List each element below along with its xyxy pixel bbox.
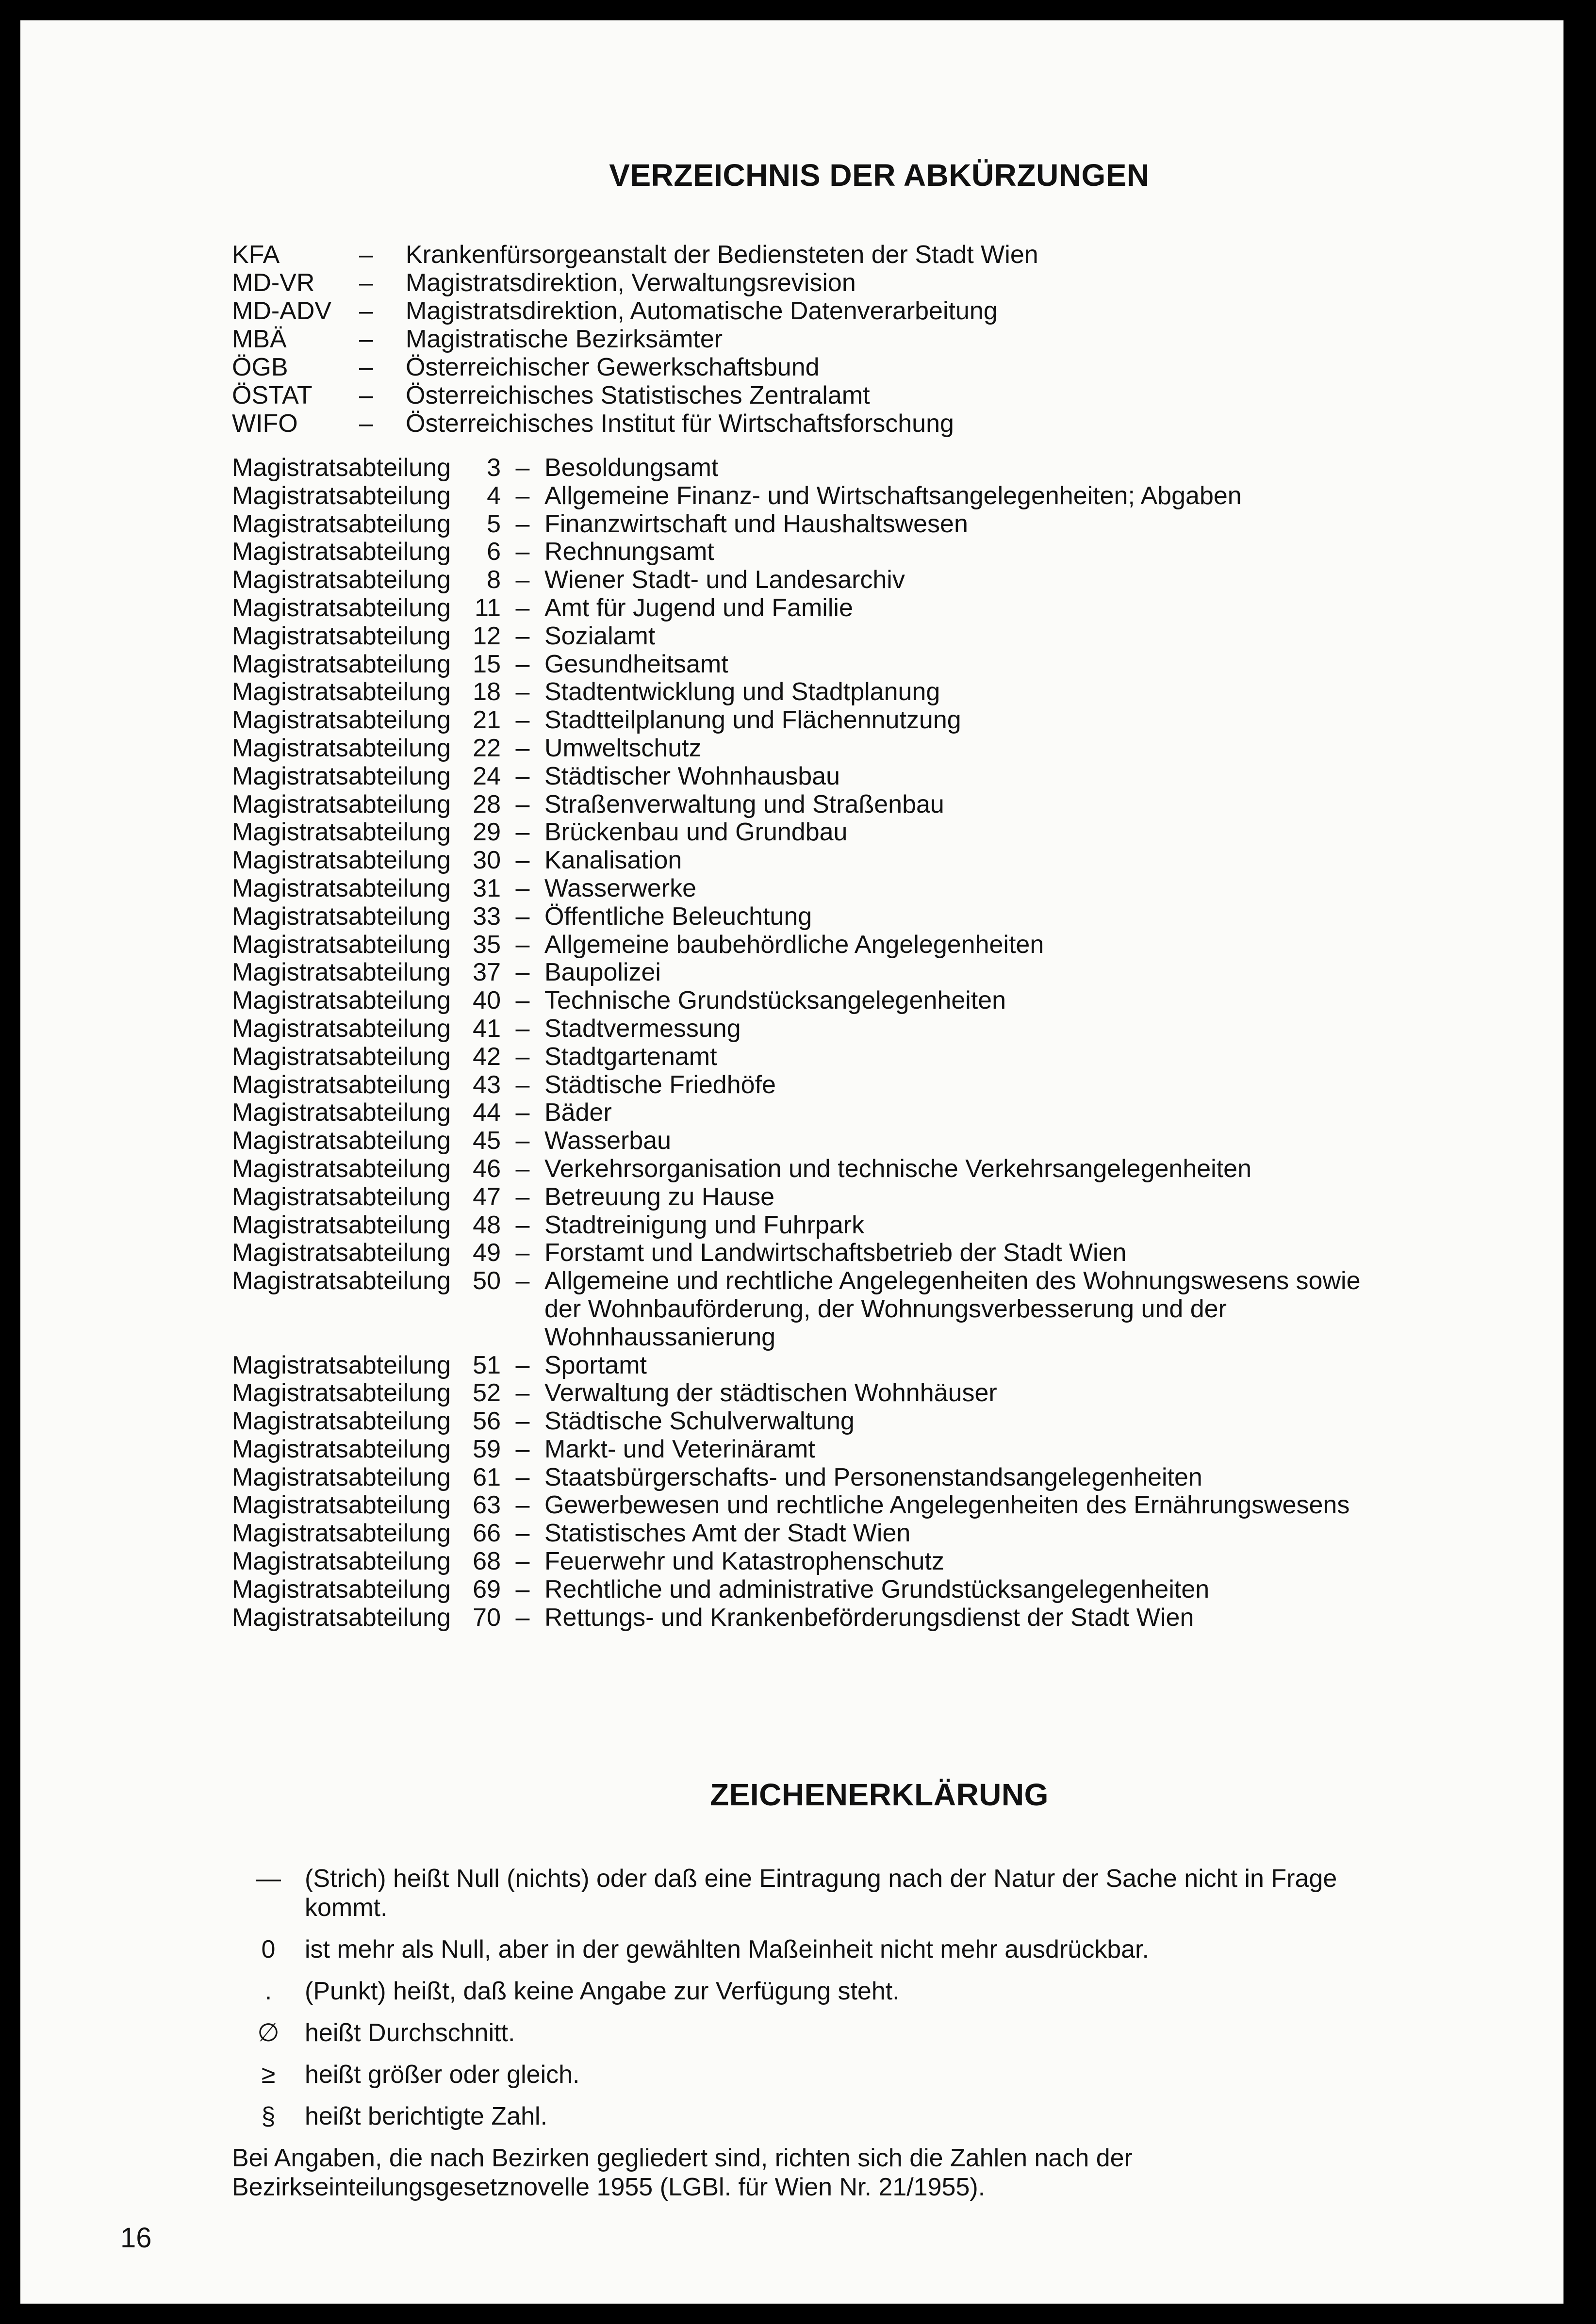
department-name: Rettungs- und Krankenbeförderungsdienst der Stadt Wien: [544, 1603, 1194, 1632]
department-label: Magistratsabteilung: [232, 734, 451, 762]
abbreviation-list: [232, 241, 1397, 438]
department-number: 51: [473, 1351, 501, 1379]
department-name: Wiener Stadt- und Landesarchiv: [544, 566, 905, 594]
legend-row: [232, 1935, 1363, 1964]
department-name: Sozialamt: [544, 622, 656, 650]
department-label: Magistratsabteilung: [232, 1379, 451, 1407]
department-row: [232, 594, 1363, 622]
abbreviation-row: [232, 409, 1397, 438]
department-label: Magistratsabteilung: [232, 1575, 451, 1604]
department-number: 41: [473, 1014, 501, 1043]
legend-symbol: §: [261, 2102, 276, 2130]
department-dash: –: [515, 762, 530, 790]
department-number: 66: [473, 1519, 501, 1548]
legend-footnote: Bei Angaben, die nach Bezirken gegliedert sind, richten sich die Zahlen nach der Bezirkseinteilungsgesetznovelle 1955 (LGBl. für Wien Nr. 21/1955).: [232, 2144, 1133, 2201]
abbreviation-meaning: Österreichisches Institut für Wirtschaftsforschung: [406, 409, 954, 438]
legend-text: (Punkt) heißt, daß keine Angabe zur Verfügung steht.: [305, 1977, 900, 2005]
department-number: 59: [473, 1435, 501, 1463]
department-dash: –: [515, 509, 530, 538]
department-name: Städtische Schulverwaltung: [544, 1407, 855, 1436]
legend-row: [232, 2018, 1363, 2047]
department-row: [232, 1520, 1363, 1548]
abbreviation-row: [232, 269, 1397, 297]
department-number: 15: [473, 650, 501, 678]
department-row: [232, 1099, 1363, 1127]
department-label: Magistratsabteilung: [232, 1070, 451, 1099]
abbreviation-meaning: Krankenfürsorgeanstalt der Bediensteten der Stadt Wien: [406, 241, 1038, 269]
department-row: [232, 818, 1363, 847]
department-name: Verkehrsorganisation und technische Verkehrsangelegenheiten: [544, 1154, 1252, 1183]
department-label: Magistratsabteilung: [232, 874, 451, 902]
department-label: Magistratsabteilung: [232, 1407, 451, 1436]
department-name: Stadtentwicklung und Stadtplanung: [544, 678, 940, 706]
department-label: Magistratsabteilung: [232, 762, 451, 790]
department-number: 12: [473, 622, 501, 650]
department-name: Verwaltung der städtischen Wohnhäuser: [544, 1379, 997, 1407]
department-label: Magistratsabteilung: [232, 1547, 451, 1576]
department-row: [232, 1015, 1363, 1043]
department-row: [232, 1576, 1363, 1604]
department-label: Magistratsabteilung: [232, 1351, 451, 1379]
legend-symbol: ∅: [257, 2019, 280, 2047]
department-row: [232, 1211, 1363, 1240]
department-dash: –: [515, 818, 530, 847]
department-dash: –: [515, 930, 530, 959]
department-dash: –: [515, 902, 530, 931]
department-number: 52: [473, 1379, 501, 1407]
department-name: Rechtliche und administrative Grundstücksangelegenheiten: [544, 1575, 1210, 1604]
department-dash: –: [515, 1379, 530, 1407]
department-number: 8: [487, 566, 501, 594]
department-name: Sportamt: [544, 1351, 647, 1379]
document-page: [20, 20, 1563, 2304]
abbreviation-code: KFA: [232, 241, 280, 269]
department-row: [232, 538, 1363, 566]
department-dash: –: [515, 1463, 530, 1491]
legend-text: heißt größer oder gleich.: [305, 2061, 580, 2089]
department-number: 29: [473, 818, 501, 847]
department-number: 70: [473, 1603, 501, 1632]
department-dash: –: [515, 1239, 530, 1267]
department-row: [232, 931, 1363, 959]
legend-title: ZEICHENERKLÄRUNG: [710, 1777, 1049, 1812]
department-dash: –: [515, 846, 530, 875]
legend-text: heißt Durchschnitt.: [305, 2019, 515, 2047]
legend-text: ist mehr als Null, aber in der gewählten Maßeinheit nicht mehr ausdrückbar.: [305, 1935, 1149, 1964]
department-row: [232, 763, 1363, 791]
department-row: [232, 1407, 1363, 1436]
department-label: Magistratsabteilung: [232, 958, 451, 987]
department-number: 46: [473, 1154, 501, 1183]
department-row: [232, 482, 1363, 510]
department-row: [232, 1604, 1363, 1632]
department-name: Markt- und Veterinäramt: [544, 1435, 815, 1463]
department-name: Stadtteilplanung und Flächennutzung: [544, 706, 961, 735]
department-label: Magistratsabteilung: [232, 593, 451, 622]
department-dash: –: [515, 1491, 530, 1520]
department-number: 40: [473, 986, 501, 1015]
department-number: 35: [473, 930, 501, 959]
department-dash: –: [515, 1407, 530, 1436]
department-name: Bäder: [544, 1098, 612, 1127]
legend-row: [232, 2102, 1363, 2131]
abbreviation-meaning: Magistratsdirektion, Automatische Datenverarbeitung: [406, 297, 998, 325]
department-number: 30: [473, 846, 501, 875]
department-number: 43: [473, 1070, 501, 1099]
legend-symbol: ≥: [261, 2061, 276, 2089]
department-number: 47: [473, 1182, 501, 1211]
department-row: [232, 1464, 1363, 1492]
department-name: Umweltschutz: [544, 734, 702, 762]
department-dash: –: [515, 1575, 530, 1604]
department-dash: –: [515, 986, 530, 1015]
department-dash: –: [515, 790, 530, 818]
department-row: [232, 454, 1363, 482]
page-number: 16: [120, 2222, 152, 2254]
legend-row: [232, 1977, 1363, 2006]
department-row: [232, 1239, 1363, 1267]
department-label: Magistratsabteilung: [232, 986, 451, 1015]
legend-text: heißt berichtigte Zahl.: [305, 2102, 548, 2130]
department-label: Magistratsabteilung: [232, 1098, 451, 1127]
department-row: [232, 510, 1363, 539]
department-number: 18: [473, 678, 501, 706]
department-label: Magistratsabteilung: [232, 678, 451, 706]
department-number: 68: [473, 1547, 501, 1576]
department-number: 37: [473, 958, 501, 987]
abbreviation-row: [232, 241, 1397, 269]
legend-row: [232, 1864, 1363, 1922]
department-label: Magistratsabteilung: [232, 622, 451, 650]
abbreviation-code: MD-ADV: [232, 297, 332, 325]
department-name: Feuerwehr und Katastrophenschutz: [544, 1547, 944, 1576]
department-number: 49: [473, 1239, 501, 1267]
department-row: [232, 1352, 1363, 1380]
department-name: Statistisches Amt der Stadt Wien: [544, 1519, 911, 1548]
department-label: Magistratsabteilung: [232, 930, 451, 959]
abbreviation-meaning: Österreichisches Statistisches Zentralamt: [406, 381, 870, 409]
legend-row: [232, 2060, 1363, 2089]
department-dash: –: [515, 1519, 530, 1548]
department-dash: –: [515, 734, 530, 762]
department-number: 44: [473, 1098, 501, 1127]
department-label: Magistratsabteilung: [232, 1154, 451, 1183]
department-row: [232, 566, 1363, 594]
department-name: Straßenverwaltung und Straßenbau: [544, 790, 944, 818]
department-name: Amt für Jugend und Familie: [544, 593, 853, 622]
abbreviation-row: [232, 353, 1397, 381]
department-dash: –: [515, 1127, 530, 1155]
abbreviation-dash: –: [359, 353, 373, 381]
department-dash: –: [515, 1014, 530, 1043]
department-name: Wasserbau: [544, 1127, 672, 1155]
department-row: [232, 1071, 1363, 1099]
department-dash: –: [515, 454, 530, 482]
department-row: [232, 1183, 1363, 1211]
department-number: 63: [473, 1491, 501, 1520]
abbreviation-code: ÖGB: [232, 353, 288, 381]
department-row: [232, 959, 1363, 987]
department-dash: –: [515, 1211, 530, 1239]
department-dash: –: [515, 1435, 530, 1463]
department-row: [232, 1379, 1363, 1407]
department-label: Magistratsabteilung: [232, 846, 451, 875]
department-name: Allgemeine Finanz- und Wirtschaftsangelegenheiten; Abgaben: [544, 481, 1242, 510]
department-name: Kanalisation: [544, 846, 682, 875]
department-row: [232, 875, 1363, 903]
department-number: 28: [473, 790, 501, 818]
department-name: Betreuung zu Hause: [544, 1182, 775, 1211]
department-name: Öffentliche Beleuchtung: [544, 902, 812, 931]
department-label: Magistratsabteilung: [232, 790, 451, 818]
department-label: Magistratsabteilung: [232, 1127, 451, 1155]
department-name: Gesundheitsamt: [544, 650, 728, 678]
department-dash: –: [515, 1042, 530, 1071]
department-name: Stadtgartenamt: [544, 1042, 717, 1071]
department-row: [232, 735, 1363, 763]
department-number: 61: [473, 1463, 501, 1491]
department-name: Stadtvermessung: [544, 1014, 741, 1043]
department-label: Magistratsabteilung: [232, 1463, 451, 1491]
department-row: [232, 678, 1363, 706]
department-dash: –: [515, 650, 530, 678]
department-dash: –: [515, 593, 530, 622]
legend-list: [232, 1864, 1363, 2202]
department-label: Magistratsabteilung: [232, 566, 451, 594]
abbreviation-code: ÖSTAT: [232, 381, 313, 409]
department-number: 6: [487, 538, 501, 566]
department-dash: –: [515, 1351, 530, 1379]
department-row: [232, 1436, 1363, 1464]
department-row: [232, 903, 1363, 931]
department-number: 11: [475, 593, 501, 622]
department-row: [232, 1491, 1363, 1520]
department-label: Magistratsabteilung: [232, 902, 451, 931]
department-name: Rechnungsamt: [544, 538, 714, 566]
department-number: 56: [473, 1407, 501, 1436]
department-dash: –: [515, 958, 530, 987]
department-dash: –: [515, 874, 530, 902]
department-dash: –: [515, 1182, 530, 1211]
department-name: Brückenbau und Grundbau: [544, 818, 848, 847]
department-row: [232, 706, 1363, 735]
abbreviation-meaning: Magistratische Bezirksämter: [406, 325, 723, 353]
department-row: [232, 847, 1363, 875]
legend-symbol: 0: [261, 1935, 276, 1964]
department-label: Magistratsabteilung: [232, 481, 451, 510]
legend-text: (Strich) heißt Null (nichts) oder daß eine Eintragung nach der Natur der Sache nicht in Frage kommt.: [305, 1865, 1337, 1922]
legend-symbol: .: [264, 1977, 272, 2005]
department-list: [232, 454, 1363, 1632]
department-label: Magistratsabteilung: [232, 650, 451, 678]
department-number: 3: [487, 454, 501, 482]
abbreviation-dash: –: [359, 381, 373, 409]
department-label: Magistratsabteilung: [232, 1603, 451, 1632]
department-label: Magistratsabteilung: [232, 1211, 451, 1239]
department-label: Magistratsabteilung: [232, 1519, 451, 1548]
department-row: [232, 1548, 1363, 1576]
department-dash: –: [515, 1070, 530, 1099]
department-name: Besoldungsamt: [544, 454, 719, 482]
department-name: Städtische Friedhöfe: [544, 1070, 776, 1099]
department-name: Staatsbürgerschafts- und Personenstandsangelegenheiten: [544, 1463, 1202, 1491]
abbreviations-title: VERZEICHNIS DER ABKÜRZUNGEN: [609, 158, 1150, 193]
department-name: Baupolizei: [544, 958, 661, 987]
abbreviation-dash: –: [359, 241, 373, 269]
department-name: Allgemeine und rechtliche Angelegenheiten des Wohnungswesens sowie der Wohnbauförderung, der Wohnungsverbesserung und der Wohnhaussanierung: [544, 1267, 1361, 1351]
department-label: Magistratsabteilung: [232, 818, 451, 847]
department-number: 42: [473, 1042, 501, 1071]
department-label: Magistratsabteilung: [232, 509, 451, 538]
abbreviation-row: [232, 297, 1397, 325]
legend-symbol: —: [256, 1865, 281, 1893]
department-dash: –: [515, 1267, 530, 1295]
department-label: Magistratsabteilung: [232, 538, 451, 566]
department-name: Finanzwirtschaft und Haushaltswesen: [544, 509, 968, 538]
abbreviation-code: MD-VR: [232, 269, 315, 297]
department-label: Magistratsabteilung: [232, 1042, 451, 1071]
department-number: 50: [473, 1267, 501, 1295]
abbreviation-row: [232, 325, 1397, 353]
department-label: Magistratsabteilung: [232, 1014, 451, 1043]
department-dash: –: [515, 678, 530, 706]
department-dash: –: [515, 622, 530, 650]
department-name: Technische Grundstücksangelegenheiten: [544, 986, 1006, 1015]
department-row: [232, 987, 1363, 1015]
department-dash: –: [515, 538, 530, 566]
department-name: Wasserwerke: [544, 874, 697, 902]
department-dash: –: [515, 1098, 530, 1127]
department-row: [232, 1043, 1363, 1071]
abbreviation-dash: –: [359, 409, 373, 438]
abbreviation-dash: –: [359, 269, 373, 297]
department-row: [232, 1267, 1363, 1351]
department-name: Allgemeine baubehördliche Angelegenheiten: [544, 930, 1044, 959]
department-number: 48: [473, 1211, 501, 1239]
department-number: 69: [473, 1575, 501, 1604]
department-label: Magistratsabteilung: [232, 1435, 451, 1463]
department-number: 24: [473, 762, 501, 790]
department-row: [232, 1127, 1363, 1155]
department-row: [232, 651, 1363, 679]
department-row: [232, 791, 1363, 819]
department-label: Magistratsabteilung: [232, 1239, 451, 1267]
abbreviation-dash: –: [359, 325, 373, 353]
department-row: [232, 622, 1363, 651]
department-dash: –: [515, 1547, 530, 1576]
abbreviation-code: WIFO: [232, 409, 298, 438]
department-number: 45: [473, 1127, 501, 1155]
department-dash: –: [515, 1154, 530, 1183]
abbreviation-dash: –: [359, 297, 373, 325]
department-name: Gewerbewesen und rechtliche Angelegenheiten des Ernährungswesens: [544, 1491, 1350, 1520]
department-dash: –: [515, 481, 530, 510]
department-label: Magistratsabteilung: [232, 454, 451, 482]
department-row: [232, 1155, 1363, 1183]
department-dash: –: [515, 566, 530, 594]
department-number: 33: [473, 902, 501, 931]
department-label: Magistratsabteilung: [232, 706, 451, 735]
department-label: Magistratsabteilung: [232, 1267, 451, 1295]
department-number: 21: [473, 706, 501, 735]
department-name: Stadtreinigung und Fuhrpark: [544, 1211, 865, 1239]
abbreviation-row: [232, 381, 1397, 409]
department-label: Magistratsabteilung: [232, 1182, 451, 1211]
department-number: 5: [487, 509, 501, 538]
department-name: Forstamt und Landwirtschaftsbetrieb der Stadt Wien: [544, 1239, 1127, 1267]
department-name: Städtischer Wohnhausbau: [544, 762, 840, 790]
department-number: 31: [473, 874, 501, 902]
department-dash: –: [515, 706, 530, 735]
department-number: 22: [473, 734, 501, 762]
department-dash: –: [515, 1603, 530, 1632]
department-label: Magistratsabteilung: [232, 1491, 451, 1520]
abbreviation-code: MBÄ: [232, 325, 287, 353]
department-number: 4: [487, 481, 501, 510]
abbreviation-meaning: Österreichischer Gewerkschaftsbund: [406, 353, 820, 381]
abbreviation-meaning: Magistratsdirektion, Verwaltungsrevision: [406, 269, 856, 297]
